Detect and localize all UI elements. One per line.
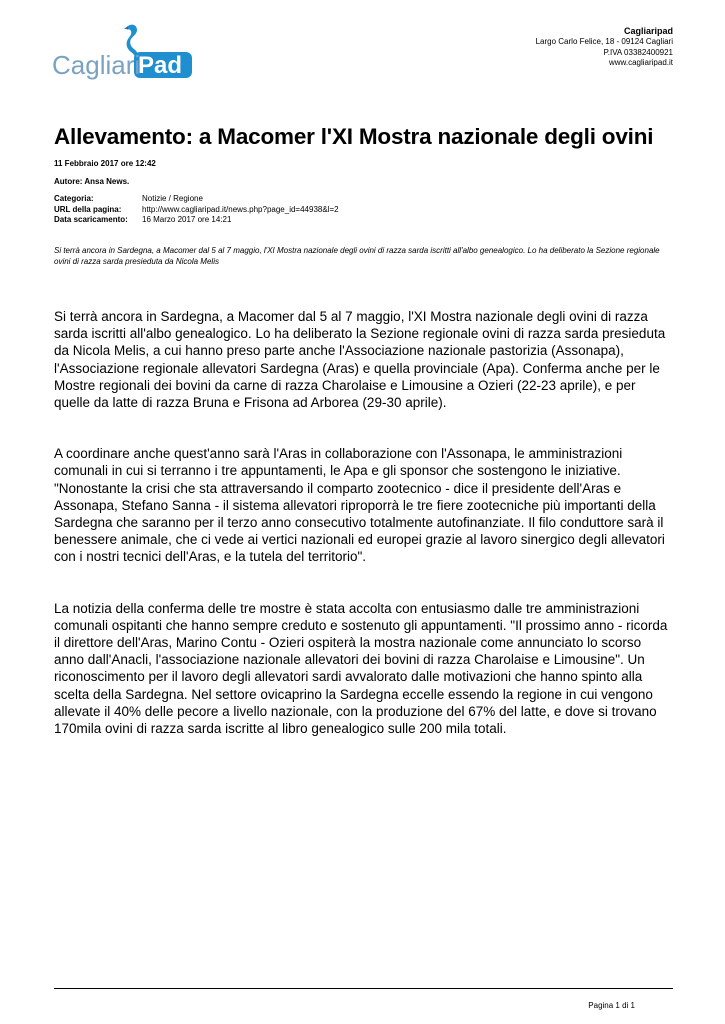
meta-label: Data scaricamento:: [54, 215, 128, 224]
company-website[interactable]: www.cagliaripad.it: [608, 58, 673, 67]
company-address: Largo Carlo Felice, 18 - 09124 Cagliari: [535, 37, 673, 46]
cagliaripad-logo: [50, 22, 195, 84]
article-title: Allevamento: a Macomer l'XI Mostra nazionale degli ovini: [54, 124, 654, 149]
footer-divider: [54, 988, 673, 989]
article-summary: Si terrà ancora in Sardegna, a Macomer dal 5 al 7 maggio, l'XI Mostra nazionale degli ovini di razza sarda iscritti all'albo genealogico. Lo ha deliberato la Sezione regionale ovini di razza sarda presieduta da Nicola Melis: [54, 246, 660, 266]
meta-url-link[interactable]: http://www.cagliaripad.it/news.php?page_id=44938&l=2: [142, 204, 339, 214]
article-body: [54, 308, 674, 771]
article-date: 11 Febbraio 2017 ore 12:42: [54, 159, 156, 168]
article-paragraph: Si terrà ancora in Sardegna, a Macomer dal 5 al 7 maggio, l'XI Mostra nazionale degli ovini di razza sarda iscritti all'albo genealogico. Lo ha deliberato la Sezione regionale ovini di razza sarda presieduta da Nicola Melis, a cui hanno preso parte anche l'Associazione nazionale pastorizia (Assonapa), l'Associazione regionale allevatori Sardegna (Aras) e quella provinciale (Apa). Conferma anche per le Mostre regionali dei bovini da carne di razza Charolaise e Limousine a Ozieri (22-23 aprile), e per quelle da latte di razza Bruna e Frisona ad Arborea (29-30 aprile).: [54, 309, 666, 411]
meta-value: 16 Marzo 2017 ore 14:21: [142, 215, 232, 224]
svg-text:Cagliari: Cagliari: [52, 50, 141, 80]
meta-value: Notizie / Regione: [142, 194, 203, 203]
article-paragraph: A coordinare anche quest'anno sarà l'Aras in collaborazione con l'Assonapa, le amministrazioni comunali in cui si terranno i tre appuntamenti, le Apa e gli sponsor che sostengono le iniziative. "Nonostante la crisi che sta attraversando il comparto zootecnico - dice il presidente dell'Aras e Assonapa, Stefano Sanna - il sistema allevatori riproporrà le tre fiere zootecniche più importanti della Sardegna che saranno per il terzo anno consecutivo totalmente autofinanziate. Il filo conduttore sarà il benessere animale, che ci vede ai vertici nazionali ed europei grazie al lavoro sinergico degli allevatori con i nostri tecnici dell'Aras, e la tutela del territorio".: [54, 446, 665, 565]
meta-label: Categoria:: [54, 194, 94, 203]
article-paragraph: La notizia della conferma delle tre mostre è stata accolta con entusiasmo dalle tre amministrazioni comunali ospitanti che hanno sempre creduto e sostenuto gli appuntamenti. "Il prossimo anno - ricorda il direttore dell'Aras, Marino Contu - Ozieri ospiterà la mostra nazionale come annunciato lo scorso anno dall'Anacli, l'associazione nazionale allevatori dei bovini di razza Charolaise e Limousine". Un riconoscimento per il lavoro degli allevatori sardi avvalorato dalle motivazioni che hanno spinto alla scelta della Sardegna. Nel settore ovicaprino la Sardegna eccelle essendo la regione in cui vengono allevate il 40% delle pecore a livello nazionale, con la produzione del 67% del latte, e dove si trovano 170mila ovini di razza sarda iscritte al libro genealogico sulle 200 mila totali.: [54, 600, 668, 737]
article-meta: [54, 194, 339, 226]
company-vat: P.IVA 03382400921: [603, 47, 673, 57]
page-number: Pagina 1 di 1: [588, 1001, 635, 1010]
article-author: Autore: Ansa News.: [54, 177, 130, 186]
company-info: [536, 26, 673, 69]
company-name: Cagliaripad: [623, 26, 673, 36]
meta-row-download-date: [54, 215, 339, 226]
meta-label: URL della pagina:: [54, 204, 122, 214]
meta-row-url: [54, 205, 339, 216]
meta-row-category: [54, 194, 339, 205]
svg-text:Pad: Pad: [138, 52, 183, 79]
